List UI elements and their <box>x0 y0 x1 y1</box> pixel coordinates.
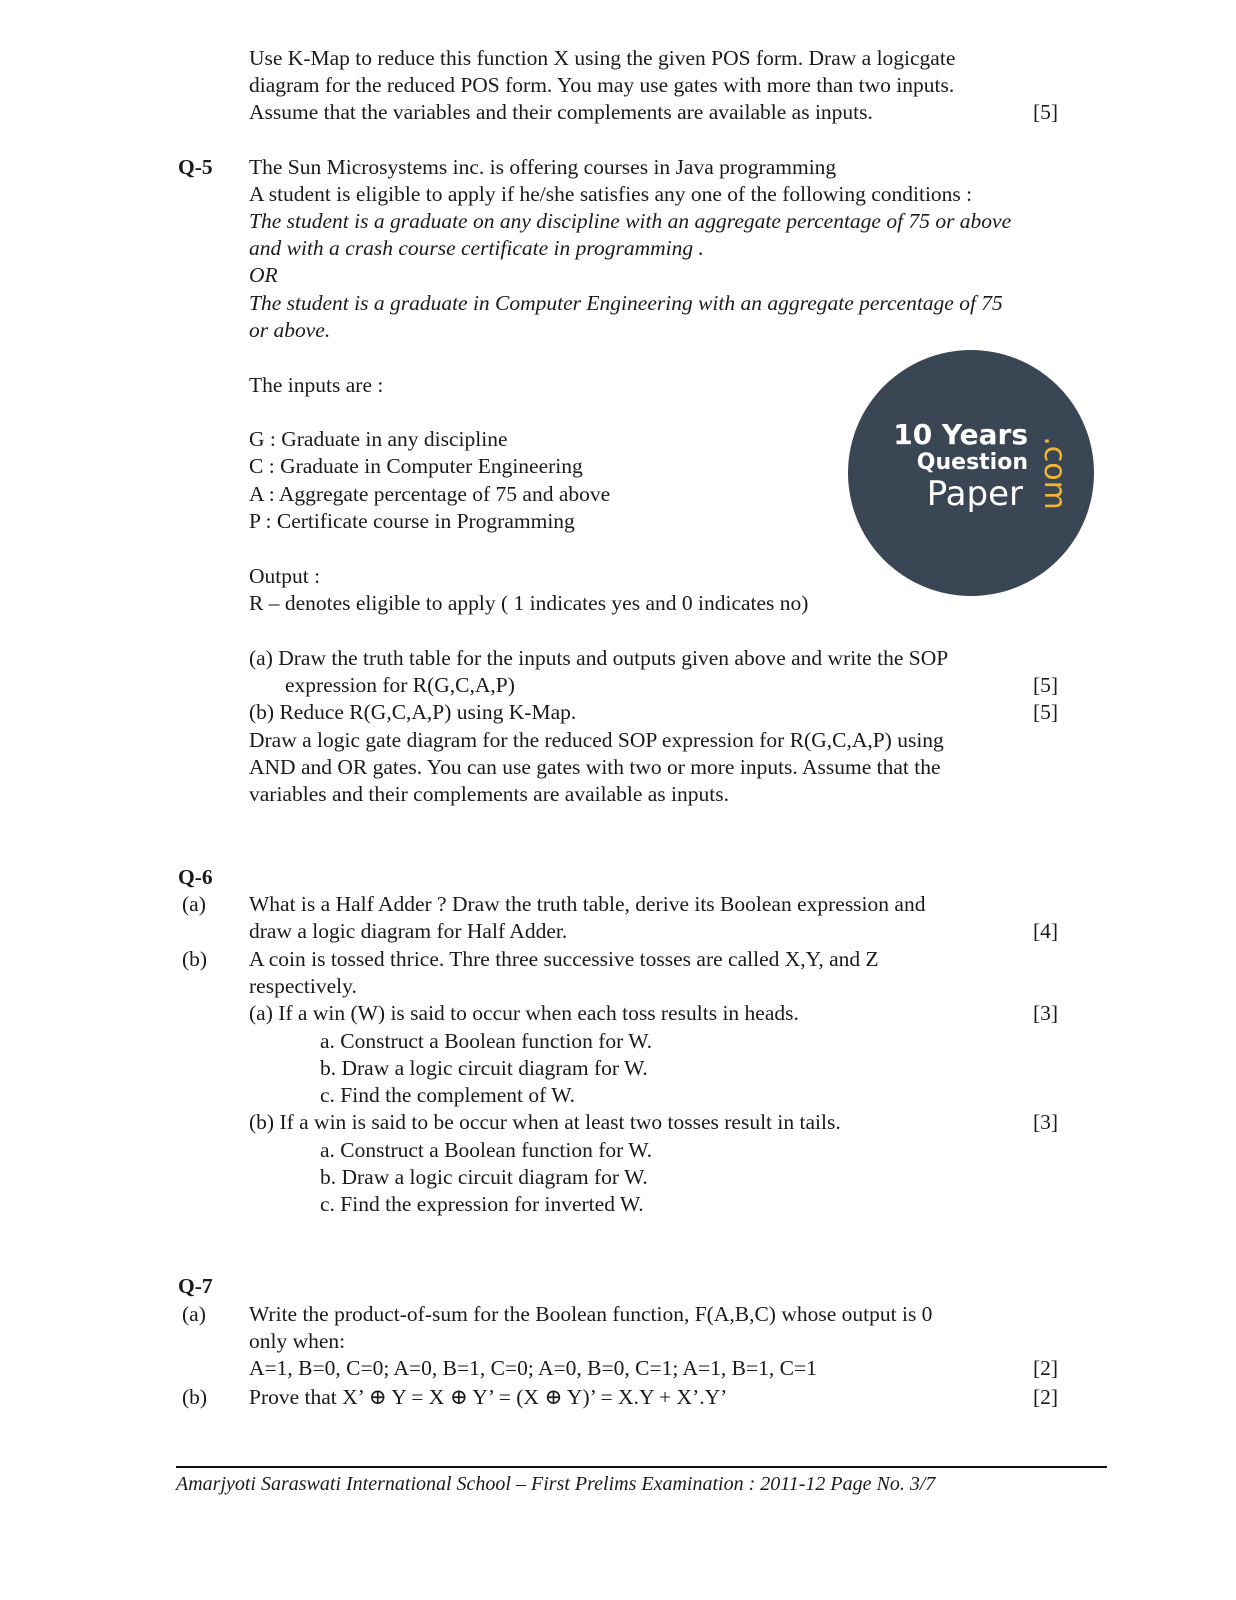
text-line: b. Draw a logic circuit diagram for W. <box>320 1165 648 1189</box>
text-line: The Sun Microsystems inc. is offering courses in Java programming <box>249 155 837 179</box>
question-number: Q-5 <box>178 155 213 179</box>
text-line: R – denotes eligible to apply ( 1 indicates yes and 0 indicates no) <box>249 591 809 615</box>
text-line: (b) Reduce R(G,C,A,P) using K-Map. <box>249 700 577 724</box>
text-line: A=1, B=0, C=0; A=0, B=1, C=0; A=0, B=0, C=1; A=1, B=1, C=1 <box>249 1356 817 1380</box>
text-line: (a) <box>182 892 206 916</box>
text-line: b. Draw a logic circuit diagram for W. <box>320 1056 648 1080</box>
text-line: The inputs are : <box>249 373 384 397</box>
text-line: A : Aggregate percentage of 75 and above <box>249 482 611 506</box>
text-line: P : Certificate course in Programming <box>249 509 575 533</box>
text-line: c. Find the complement of W. <box>320 1083 575 1107</box>
text-line: or above. <box>249 318 331 342</box>
footer-rule <box>176 1466 1107 1468</box>
page-footer: Amarjyoti Saraswati International School – First Prelims Examination : 2011-12 Page No. 3/7 <box>176 1473 936 1495</box>
logo-suffix: .com <box>1037 436 1072 510</box>
text-line: Draw a logic gate diagram for the reduced SOP expression for R(G,C,A,P) using <box>249 728 944 752</box>
marks-label: [3] <box>1033 1001 1059 1025</box>
text-line: (b) If a win is said to be occur when at least two tosses result in tails. <box>249 1110 841 1134</box>
text-line: The student is a graduate in Computer Engineering with an aggregate percentage of 75 <box>249 291 1003 315</box>
marks-label: [4] <box>1033 919 1059 943</box>
question-number: Q-7 <box>178 1274 213 1298</box>
text-line: OR <box>249 263 278 287</box>
logo-line-3: Paper <box>926 474 1023 514</box>
text-line: (a) <box>182 1302 206 1326</box>
question-number: Q-6 <box>178 865 213 889</box>
text-line: Prove that X’ ⊕ Y = X ⊕ Y’ = (X ⊕ Y)’ = X.Y + X’.Y’ <box>249 1385 728 1409</box>
text-line: Output : <box>249 564 321 588</box>
text-line: Use K-Map to reduce this function X using the given POS form. Draw a logicgate <box>249 46 956 70</box>
logo-line-1: 10 Years <box>893 418 1028 451</box>
marks-label: [2] <box>1033 1356 1059 1380</box>
text-line: only when: <box>249 1329 346 1353</box>
text-line: and with a crash course certificate in programming . <box>249 236 704 260</box>
text-line: a. Construct a Boolean function for W. <box>320 1138 652 1162</box>
text-line: (a) Draw the truth table for the inputs and outputs given above and write the SOP <box>249 646 949 670</box>
text-line: (a) If a win (W) is said to occur when each toss results in heads. <box>249 1001 799 1025</box>
text-line: Write the product-of-sum for the Boolean function, F(A,B,C) whose output is 0 <box>249 1302 933 1326</box>
text-line: AND and OR gates. You can use gates with two or more inputs. Assume that the <box>249 755 941 779</box>
text-line: variables and their complements are available as inputs. <box>249 782 729 806</box>
text-line: Assume that the variables and their complements are available as inputs. <box>249 100 873 124</box>
text-line: G : Graduate in any discipline <box>249 427 508 451</box>
text-line: c. Find the expression for inverted W. <box>320 1192 644 1216</box>
text-line: (b) <box>182 1385 208 1409</box>
text-line: (b) <box>182 947 208 971</box>
text-line: A coin is tossed thrice. Thre three successive tosses are called X,Y, and Z <box>249 947 879 971</box>
text-line: respectively. <box>249 974 357 998</box>
text-line: What is a Half Adder ? Draw the truth table, derive its Boolean expression and <box>249 892 926 916</box>
watermark-logo[interactable] <box>848 350 1094 596</box>
text-line: draw a logic diagram for Half Adder. <box>249 919 568 943</box>
text-line: diagram for the reduced POS form. You may use gates with more than two inputs. <box>249 73 955 97</box>
marks-label: [5] <box>1033 673 1059 697</box>
marks-label: [5] <box>1033 100 1059 124</box>
text-line: a. Construct a Boolean function for W. <box>320 1029 652 1053</box>
marks-label: [5] <box>1033 700 1059 724</box>
text-line: expression for R(G,C,A,P) <box>285 673 515 697</box>
logo-line-2: Question <box>916 450 1028 475</box>
text-line: A student is eligible to apply if he/she satisfies any one of the following conditions : <box>249 182 973 206</box>
marks-label: [2] <box>1033 1385 1059 1409</box>
text-line: The student is a graduate on any discipline with an aggregate percentage of 75 or above <box>249 209 1012 233</box>
marks-label: [3] <box>1033 1110 1059 1134</box>
text-line: C : Graduate in Computer Engineering <box>249 454 583 478</box>
